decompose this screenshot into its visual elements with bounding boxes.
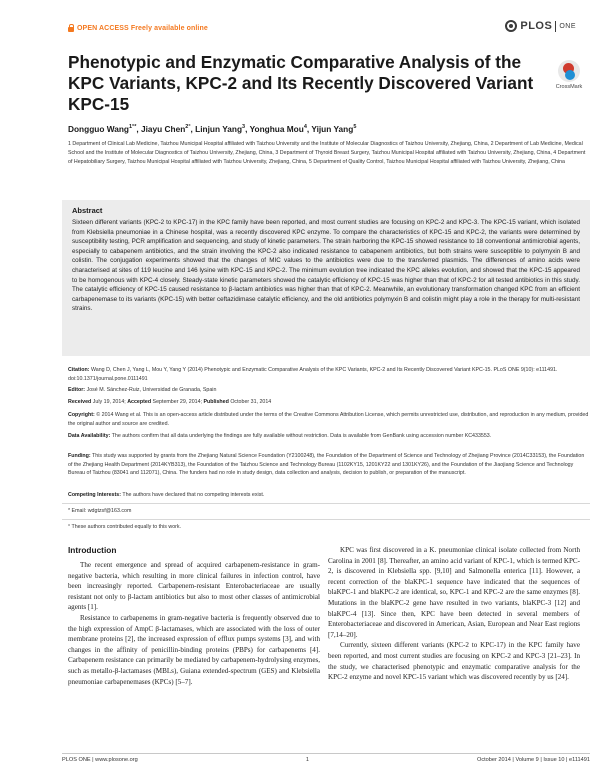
paragraph: Resistance to carbapenems in gram-negative bacteria is frequently observed due to the high expression of AmpC β-lactamases, which are associated with the loss of outer membrane proteins [2], the increased expression of efflux pumps systems [3], and with changes in the affinity of penicillin-binding proteins (PBPs) for carbapenems [4]. Carbapenem resistance can primarily be mediated by carbapenem-hydrolysing enzymes, such as metallo-β-lactamases (MBLs), Guiana extended-spectrum (GES) and Klebsiella pneumoniae carbapenemases (KPCs) [5–7]. [68,613,320,686]
accepted-date: September 29, 2014; [152,399,203,405]
citation [68,366,590,383]
journal-logo[interactable] [505,20,576,32]
paragraph: KPC was first discovered in a K. pneumoniae clinical isolate collected from North Carolina in 2001 [8]. Thereafter, an amino acid variant of KPC-1, which is termed KPC-2, is discovered in Klebsiella spp. [9,10] and Salmonella enterica [11]. However, a recent correction of the blaKPC-1 sequence have indicated that the sequences of blaKPC-1 and blaKPC-2 are identical, so, KPC-1 and KPC-2 are the same enzymes [8]. Mutations in the blaKPC-2 gene have resulted in two variants, blaKPC-3 [12] and blaKPC-4 [13]. Since then, KPC have been detected in several members of Enterobacteriaceae and discovered in American, Asian, European and Near East regions [7,14–20]. [328,546,580,639]
author-name: Linjun Yang [195,124,243,134]
competing-interests-label: Competing Interests: [68,492,121,498]
funding-text: This study was supported by grants from the Zhejiang Natural Science Foundation (Y2100248), the Foundation of the Department of Science and Technology of Zhejiang Province (2014C33153), the Foundation of the Zhejiang Health Department (2014KYB313), the Foundation of the Taizhou Science and Technology Bureau (1102KY15, 1201KY22 and 1301KY26), and the Foundation of the Jiaojiang Science and Technology Bureau of Taizhou (83041 and 112071), China. The funders had no role in study design, data collection and analysis, decision to publish, or preparation of the manuscript. [68,453,585,477]
copyright-text: © 2014 Wang et al. This is an open-access article distributed under the terms of the Creative Commons Attribution License, which permits unrestricted use, distribution, and reproduction in any medium, provided the original author and source are credited. [68,412,589,427]
citation-text: Wang D, Chen J, Yang L, Mou Y, Yang Y (2014) Phenotypic and Enzymatic Comparative Analysis of the KPC Variants, KPC-2 and Its Recently Discovered Variant KPC-15. PLoS ONE 9(10): e111491. doi:10.1371/journal.pone.0111491 [68,367,558,382]
journal-logo-text: PLOS [520,20,553,32]
author-name: Yijun Yang [311,124,354,134]
logo-divider [555,21,556,32]
corresponding-email[interactable]: * Email: wdgtzsf@163.com [68,508,132,514]
author-name: Yonghua Mou [249,124,304,134]
journal-logo-suffix: ONE [559,22,576,30]
abstract-text: Sixteen different variants (KPC-2 to KPC-17) in the KPC family have been reported, and most current studies are focusing on KPC-2 and KPC-3. The KPC-15 variant, which isolated from Klebsiella pneumoniae in a Chinese hospital, was a recently discovered KPC enzyme. To compare the characteristics of KPC-15 and KPC-2, the variants were determined by susceptibility testing, PCR amplification and sequencing, and study of kinetic parameters. The strain harboring the KPC-15 showed resistance to 18 conventional antimicrobial agents, especially to cabapenem antibiotics, and the strain involving the KPC-2 also indicated resistance to cabapenem antibiotics, but both strains were susceptible to polymyxin B and colistin. The conjugation experiments showed that the changes of MIC values to the antibiotics were due to the transferred plasmids. The differences of amino acids were characterised at sites of 119 leucine and 146 lysine with KPC-15 and KPC-2. The minimum evolution tree indicated the KPC alleles evolution, and showed that the KPC-15 appeared to be homogenous with KPC-4 closely. Steady-state kinetic parameters showed the catalytic efficiency of KPC-15 was higher than that of KPC-2 for all tested antibiotics in this study. The catalytic efficiency of KPC-15 caused resistance to β-lactam antibiotics was higher than that of KPC-2. Meanwhile, an evolutionary transformation changed KPC from an efficient carbapenemase to its variants (KPC-15) with better ceftazidimase catalytic efficiency, and the old antibiotics polymyxin B and colistin might play a role in the therapy for multi-resistant strains. [72,219,580,313]
crossmark-badge[interactable] [552,60,586,90]
received-label: Received [68,399,92,405]
data-availability-text: The authors confirm that all data underlying the findings are fully available without restriction. Data is available from GenBank using accession number KC433553. [111,433,492,439]
affiliations: 1 Department of Clinical Lab Medicine, Taizhou Municipal Hospital affiliated with Taizhou University and the Institute of Molecular Diagnostics of Taizhou University, Zhejiang, China, 2 Department of Lab Medicine, Medical School and the Institute of Molecular Diagnostics of Taizhou University, Zhejiang, China, 3 Department of Thyroid Breast Surgery, Taizhou Municipal Hospital affiliated with Taizhou University, Zhejiang, China, 4 Department of Hepatobiliary Surgery, Taizhou Municipal Hospital affiliated with Taizhou University, Zhejiang, China, 5 Department of Quality Control, Taizhou Municipal Hospital affiliated with Taizhou University, Zhejiang, China [68,141,586,165]
funding-label: Funding: [68,453,91,459]
open-access-banner [68,24,208,32]
data-availability [68,432,590,441]
accepted-label: Accepted [127,399,152,405]
open-access-label: OPEN ACCESS Freely available online [77,24,208,32]
editor-text: José M. Sánchez-Ruiz, Universidad de Granada, Spain [86,387,217,393]
crossmark-label: CrossMark [555,84,583,90]
page-number: 1 [305,757,309,763]
published-label: Published [203,399,229,405]
introduction-right-column [328,545,580,683]
received-date: July 19, 2014; [92,399,126,405]
footer-issue: October 2014 | Volume 9 | Issue 10 | e111491 [476,757,590,763]
published-date: October 31, 2014 [230,399,272,405]
footer-journal[interactable]: PLOS ONE | www.plosone.org [62,757,138,763]
author-list: Dongguo Wang$^{1^\circ*}$, Jiayu Chen$^{2^\circ}$, Linjun Yang$^3$, Yonghua Mou$^4$, Yijun Yang$^5$ [68,124,357,134]
equal-contribution-note: ° These authors contributed equally to this work. [68,524,182,530]
competing-interests [68,491,590,500]
plos-logo-icon [505,20,517,32]
paragraph: The recent emergence and spread of acquired carbapenem-resistance in gram-negative bacteria, which resulting in more clinical failures in infection control, have been increasingly reported. Carbapenem-resistant Enterobacteriaceae are usually resistant not only to β-lactam antibiotics but also to most other classes of antimicrobial agents [1]. [68,561,320,612]
abstract-heading: Abstract [72,206,103,215]
divider [62,503,590,504]
author-affiliation-mark: 2° [185,124,191,131]
competing-interests-text: The authors have declared that no competing interests exist. [122,492,265,498]
introduction-left-column [68,560,320,687]
page-footer [62,757,590,763]
author-affiliation-mark: 5 [353,124,357,131]
author-affiliation-mark: 1°* [128,124,137,131]
author-name: Dongguo Wang [68,124,129,134]
author-affiliation-mark: 3 [242,124,246,131]
open-lock-icon [68,24,74,32]
paragraph: Currently, sixteen different variants (KPC-2 to KPC-17) in the KPC family have been reported, and most current studies are focusing on KPC-2 and KPC-3 [21–23]. In the study, we characterised phenotypic and enzymatic comparative analysis for the KPC-2 enzyme and novel KPC-15 variant which was discovered recently by us [24]. [328,641,580,682]
divider [62,519,590,520]
article-title: Phenotypic and Enzymatic Comparative Analysis of the KPC Variants, KPC-2 and Its Recently Discovered Variant KPC-15 [68,52,534,114]
copyright-label: Copyright: [68,412,95,418]
data-availability-label: Data Availability: [68,433,111,439]
introduction-heading: Introduction [68,545,117,555]
author-name: Jiayu Chen [141,124,186,134]
editor-label: Editor: [68,387,86,393]
funding [68,452,590,478]
editor [68,386,590,395]
author-affiliation-mark: 4 [303,124,307,131]
dates [68,398,590,407]
crossmark-icon [558,60,580,82]
citation-label: Citation: [68,367,90,373]
copyright [68,411,590,428]
footer-rule [62,753,590,754]
abstract-box [62,200,590,356]
